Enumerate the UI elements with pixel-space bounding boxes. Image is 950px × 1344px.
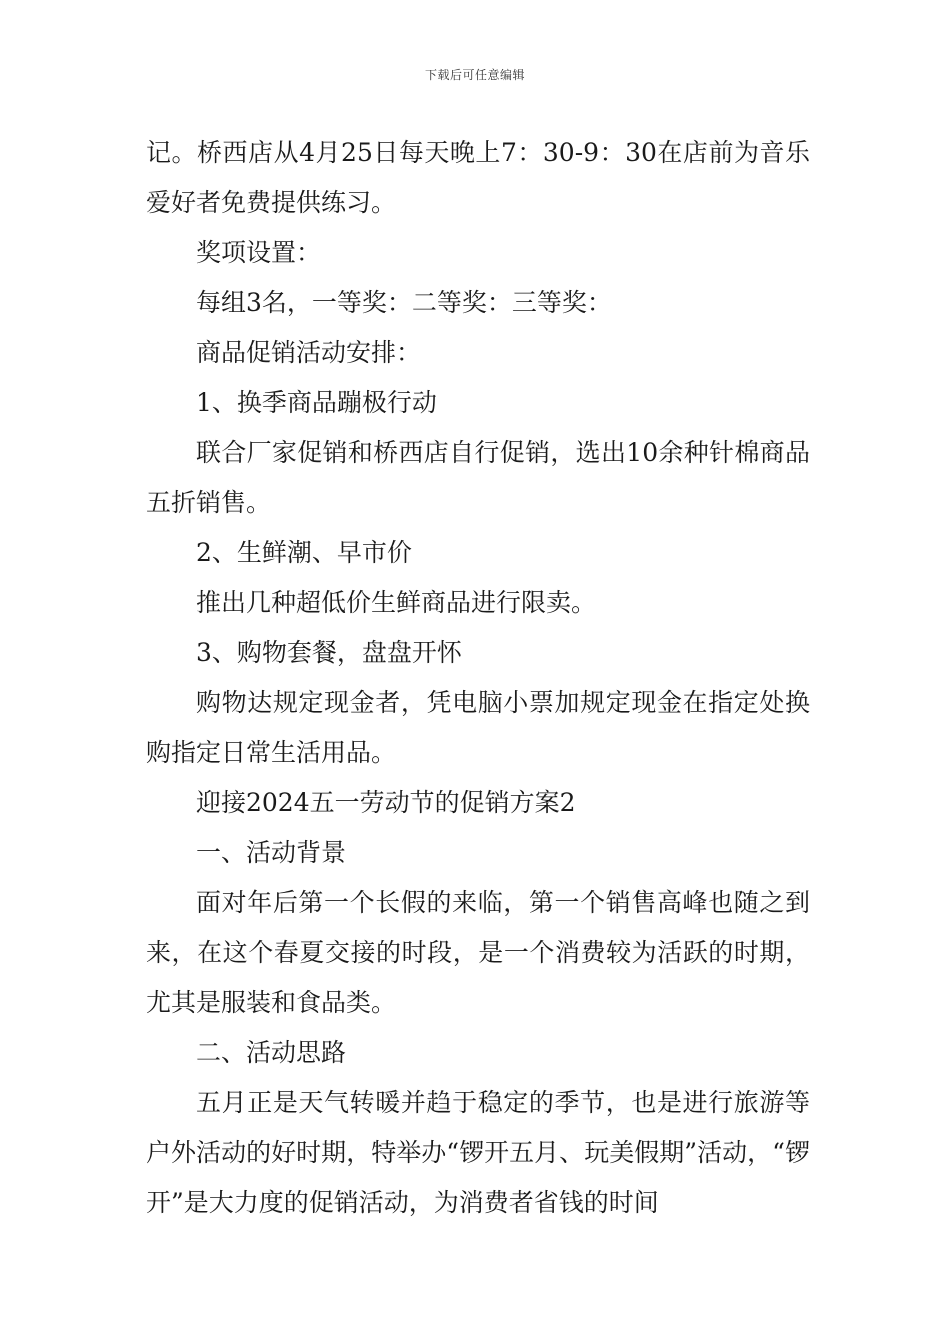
paragraph: 奖项设置：	[196, 238, 322, 267]
paragraph: 2、生鲜潮、早市价	[196, 538, 412, 567]
paragraph: 联合厂家促销和桥西店自行促销，选出10余种针棉商品五折销售。	[146, 438, 810, 517]
paragraph: 3、购物套餐，盘盘开怀	[196, 638, 462, 667]
section-title: 迎接2024五一劳动节的促销方案2	[196, 788, 576, 817]
section-heading: 二、活动思路	[196, 1038, 347, 1067]
paragraph: 五月正是天气转暖并趋于稳定的季节，也是进行旅游等户外活动的好时期，特举办“锣开五月、玩美假期”活动，“锣开”是大力度的促销活动，为消费者省钱的时间	[146, 1088, 810, 1217]
paragraph: 推出几种超低价生鲜商品进行限卖。	[196, 588, 597, 617]
section-heading: 一、活动背景	[196, 838, 347, 867]
paragraph: 记。桥西店从4月25日每天晚上7：30-9：30在店前为音乐爱好者免费提供练习。	[146, 138, 810, 217]
paragraph: 购物达规定现金者，凭电脑小票加规定现金在指定处换购指定日常生活用品。	[146, 688, 810, 767]
page-header-note: 下载后可任意编辑	[424, 68, 525, 82]
paragraph: 面对年后第一个长假的来临，第一个销售高峰也随之到来，在这个春夏交接的时段，是一个消费较为活跃的时期，尤其是服装和食品类。	[146, 888, 810, 1017]
paragraph: 商品促销活动安排：	[196, 338, 422, 367]
paragraph: 1、换季商品蹦极行动	[196, 388, 437, 417]
document-body	[146, 128, 810, 1228]
paragraph: 每组3名，一等奖：二等奖：三等奖：	[196, 288, 612, 317]
